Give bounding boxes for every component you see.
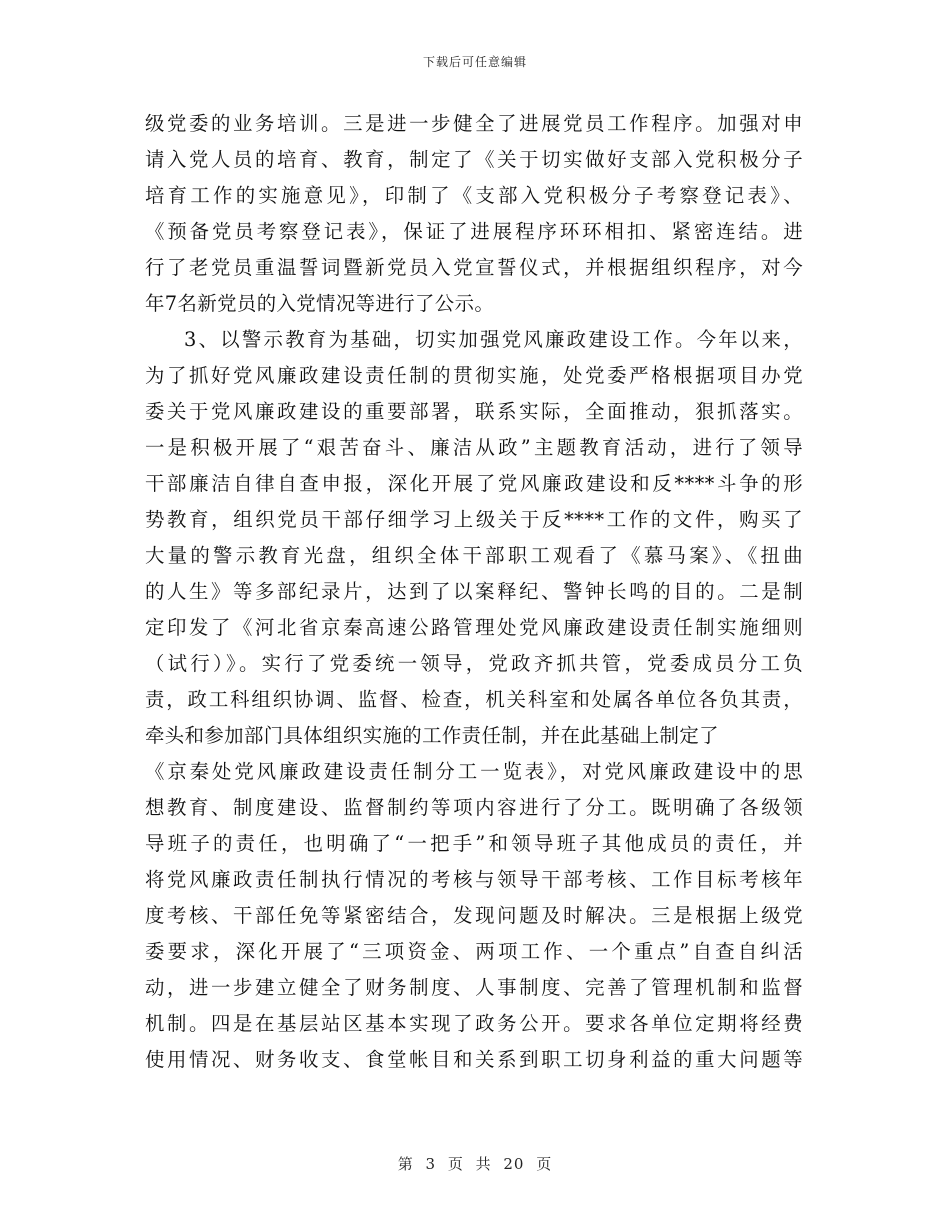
text-line: 《京秦处党风廉政建设责任制分工一览表》，对党风廉政建设中的思 <box>145 760 803 783</box>
text-line: 导班子的责任，也明确了“一把手”和领导班子其他成员的责任，并 <box>145 832 803 855</box>
text-line: 年7名新党员的入党情况等进行了公示。 <box>145 292 495 315</box>
text-line: 干部廉洁自律自查申报，深化开展了党风廉政建设和反****斗争的形 <box>145 472 803 495</box>
page-header: 下载后可任意编辑 <box>422 55 527 69</box>
text-line: 《预备党员考察登记表》，保证了进展程序环环相扣、紧密连结。进 <box>145 220 803 243</box>
text-line: 想教育、制度建设、监督制约等项内容进行了分工。既明确了各级领 <box>145 796 803 819</box>
text-line: 牵头和参加部门具体组织实施的工作责任制，并在此基础上制定了 <box>145 724 719 747</box>
text-line: 动，进一步建立健全了财务制度、人事制度、完善了管理机制和监督 <box>145 976 803 999</box>
text-line: 将党风廉政责任制执行情况的考核与领导干部考核、工作目标考核年 <box>145 868 803 891</box>
text-line: 的人生》等多部纪录片，达到了以案释纪、警钟长鸣的目的。二是制 <box>145 580 803 603</box>
text-line: 委关于党风廉政建设的重要部署，联系实际，全面推动，狠抓落实。 <box>145 400 803 423</box>
text-line: 势教育，组织党员干部仔细学习上级关于反****工作的文件，购买了 <box>145 508 803 531</box>
text-line: 使用情况、财务收支、食堂帐目和关系到职工切身利益的重大问题等 <box>145 1048 803 1071</box>
paragraph-start-line: 3、以警示教育为基础，切实加强党风廉政建设工作。今年以来， <box>184 328 803 351</box>
text-line: 级党委的业务培训。三是进一步健全了进展党员工作程序。加强对申 <box>145 112 803 135</box>
text-line: 责，政工科组织协调、监督、检查，机关科室和处属各单位各负其责， <box>145 688 803 711</box>
text-line: 大量的警示教育光盘，组织全体干部职工观看了《慕马案》、《扭曲 <box>145 544 803 567</box>
text-line: 一是积极开展了“艰苦奋斗、廉洁从政”主题教育活动，进行了领导 <box>145 436 803 459</box>
text-line: 度考核、干部任免等紧密结合，发现问题及时解决。三是根据上级党 <box>145 904 803 927</box>
document-body <box>145 106 803 1078</box>
text-line: 为了抓好党风廉政建设责任制的贯彻实施，处党委严格根据项目办党 <box>145 364 803 387</box>
text-line: 请入党人员的培育、教育，制定了《关于切实做好支部入党积极分子 <box>145 148 803 171</box>
text-line: （试行）》。实行了党委统一领导，党政齐抓共管，党委成员分工负 <box>145 652 803 675</box>
text-line: 机制。四是在基层站区基本实现了政务公开。要求各单位定期将经费 <box>145 1012 803 1035</box>
page-number-footer: 第 3 页 共 20 页 <box>397 1155 553 1173</box>
text-line: 委要求，深化开展了“三项资金、两项工作、一个重点”自查自纠活 <box>145 940 803 963</box>
text-line: 定印发了《河北省京秦高速公路管理处党风廉政建设责任制实施细则 <box>145 616 803 639</box>
text-line: 行了老党员重温誓词暨新党员入党宣誓仪式，并根据组织程序，对今 <box>145 256 803 279</box>
text-line: 培育工作的实施意见》，印制了《支部入党积极分子考察登记表》、 <box>145 184 803 207</box>
